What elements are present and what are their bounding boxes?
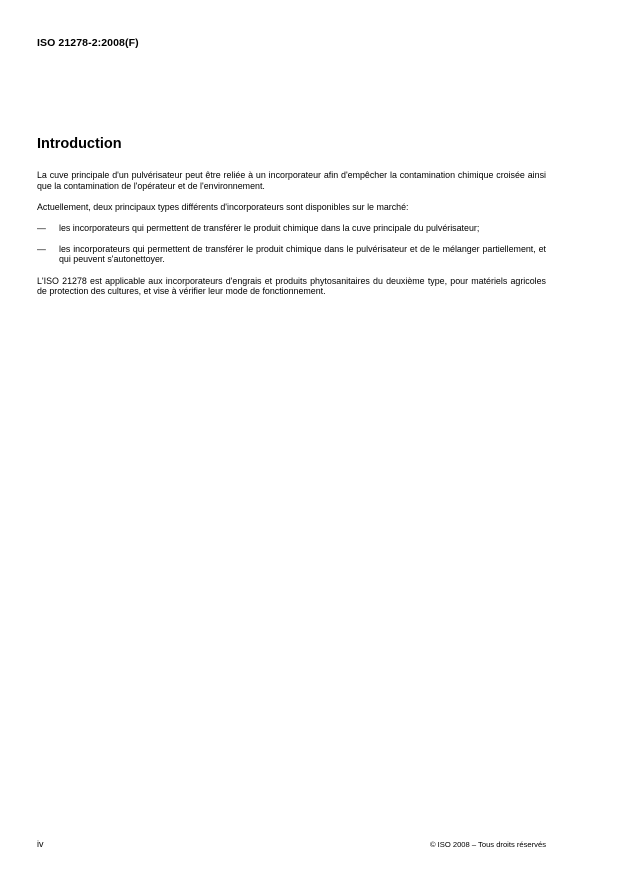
copyright-notice: © ISO 2008 – Tous droits réservés bbox=[429, 840, 546, 849]
document-id-header: ISO 21278-2:2008(F) bbox=[37, 37, 139, 49]
list-item-text: les incorporateurs qui permettent de transférer le produit chimique dans le pulvérisateur et de le mélanger partiellement, et qui peuvent s'autonettoyer. bbox=[59, 243, 546, 265]
list-item bbox=[37, 244, 546, 265]
dash-bullet: — bbox=[37, 222, 46, 233]
incorporator-types-list bbox=[37, 223, 546, 265]
dash-bullet: — bbox=[37, 243, 46, 254]
section-title: Introduction bbox=[37, 136, 122, 152]
intro-paragraph-2: Actuellement, deux principaux types différents d'incorporateurs sont disponibles sur le marché: bbox=[37, 201, 409, 212]
list-item bbox=[37, 223, 546, 234]
intro-paragraph-1: La cuve principale d'un pulvérisateur peut être reliée à un incorporateur afin d'empêcher la contamination chimique croisée ainsi que la contamination de l'opérateur et de l'environnement. bbox=[37, 170, 546, 191]
introduction-body bbox=[37, 170, 546, 307]
list-item-text: les incorporateurs qui permettent de transférer le produit chimique dans la cuve principale du pulvérisateur; bbox=[59, 222, 480, 233]
intro-paragraph-3: L'ISO 21278 est applicable aux incorporateurs d'engrais et produits phytosanitaires du deuxième type, pour matériels agricoles de protection des cultures, et vise à vérifier leur mode de fonctionnement. bbox=[37, 275, 546, 297]
page-number: iv bbox=[37, 839, 44, 849]
